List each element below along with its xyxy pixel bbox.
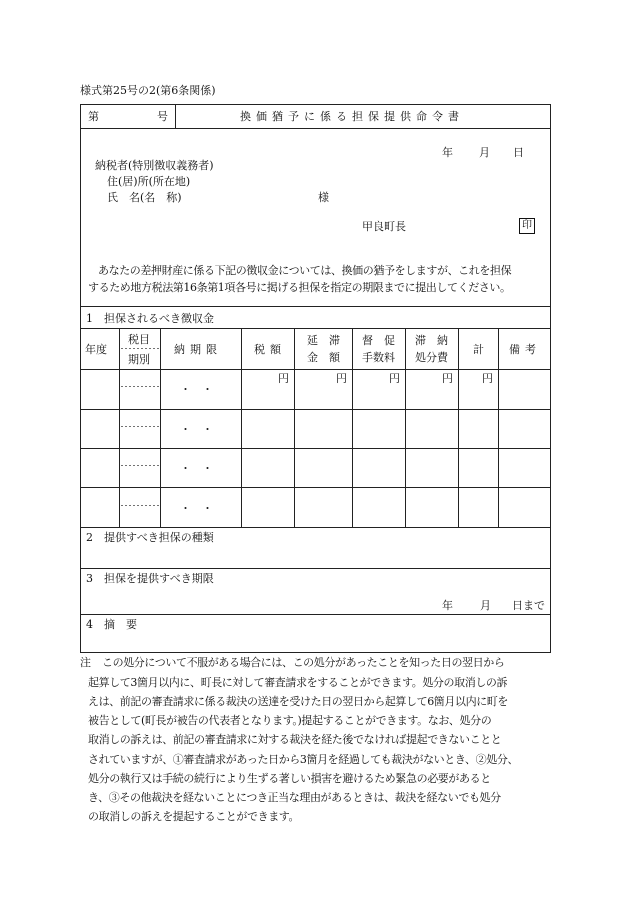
yen-entai: 円: [336, 372, 347, 385]
col-tokusoku-2: 手数料: [362, 351, 395, 364]
col-biko: 備考: [509, 343, 541, 356]
section1-title: 1 担保されるべき徴収金: [86, 312, 214, 325]
row4-due-date: ・ ・: [180, 502, 213, 515]
note-line-3: えは、前記の審査請求に係る裁決の送達を受けた日の翌日から起算して6箇月以内に町を: [88, 695, 508, 708]
taxpayer-name-label: 氏 名(名 称): [107, 191, 182, 204]
row1-due-date: ・ ・: [180, 383, 213, 396]
date-month: 月: [479, 146, 490, 159]
note-line-5: 取消しの訴えは、前記の審査請求に対する裁決を経た後でなければ提起できないことと: [88, 733, 502, 746]
issuer-name: 甲良町長: [362, 220, 406, 233]
yen-tokusoku: 円: [389, 372, 400, 385]
section3-title: 3 担保を提供すべき期限: [86, 572, 214, 585]
note-line-9: の取消しの訴えを提起することができます。: [88, 810, 300, 823]
col-taino-1: 滞 納: [415, 334, 448, 347]
col-kei: 計: [473, 343, 484, 356]
section3-day-made: 日まで: [512, 599, 545, 612]
header-dai: 第: [88, 110, 99, 123]
row2-due-date: ・ ・: [180, 423, 213, 436]
document-title: 換価猶予に係る担保提供命令書: [240, 110, 464, 123]
header-go: 号: [157, 110, 168, 123]
note-line-7: 処分の執行又は手続の続行により生ずる著しい損害を避けるため緊急の必要があると: [88, 772, 491, 785]
taxpayer-heading: 納税者(特別徴収義務者): [95, 159, 214, 172]
date-year: 年: [442, 146, 453, 159]
seal-mark: 印: [519, 218, 535, 234]
taxpayer-sama: 様: [318, 191, 329, 204]
note-line-4: 被告として(町長が被告の代表者となります。)提起することができます。なお、処分の: [88, 714, 492, 727]
body-text-line-2: するため地方税法第16条第1項各号に掲げる担保を指定の期限までに提出してください。: [88, 281, 511, 294]
yen-taino: 円: [442, 372, 453, 385]
col-zeigaku: 税額: [254, 343, 286, 356]
col-kibetsu: 期別: [128, 353, 150, 366]
note-line-8: き、③その他裁決を経ないことにつき正当な理由があるときは、裁決を経ないでも処分: [88, 791, 501, 804]
form-label: 様式第25号の2(第6条関係): [80, 84, 216, 97]
section3-year: 年: [442, 599, 453, 612]
note-label: 注: [80, 656, 91, 669]
col-tokusoku-1: 督 促: [362, 334, 395, 347]
section3-month: 月: [480, 599, 491, 612]
yen-kei: 円: [482, 372, 493, 385]
col-nendo: 年度: [85, 343, 107, 356]
col-zeimoku: 税目: [128, 333, 150, 346]
yen-zeigaku: 円: [278, 372, 289, 385]
section4-title: 4 摘 要: [86, 618, 137, 631]
taxpayer-address-label: 住(居)所(所在地): [107, 175, 191, 188]
col-entai-2: 金 額: [307, 351, 340, 364]
section2-title: 2 提供すべき担保の種類: [86, 531, 214, 544]
date-day: 日: [513, 146, 524, 159]
col-taino-2: 処分費: [415, 351, 448, 364]
body-text-line-1: あなたの差押財産に係る下記の徴収金については、換価の猶予をしますが、これを担保: [98, 264, 512, 277]
row3-due-date: ・ ・: [180, 462, 213, 475]
note-line-2: 起算して3箇月以内に、町長に対して審査請求をすることができます。処分の取消しの訴: [88, 676, 508, 689]
col-entai-1: 延 滞: [307, 334, 340, 347]
note-line-1: この処分について不服がある場合には、この処分があったことを知った日の翌日から: [102, 656, 505, 669]
col-noki: 納期限: [174, 343, 222, 356]
note-line-6: されていますが、①審査請求があった日から3箇月を経過しても裁決がないとき、②処分、: [88, 753, 519, 766]
